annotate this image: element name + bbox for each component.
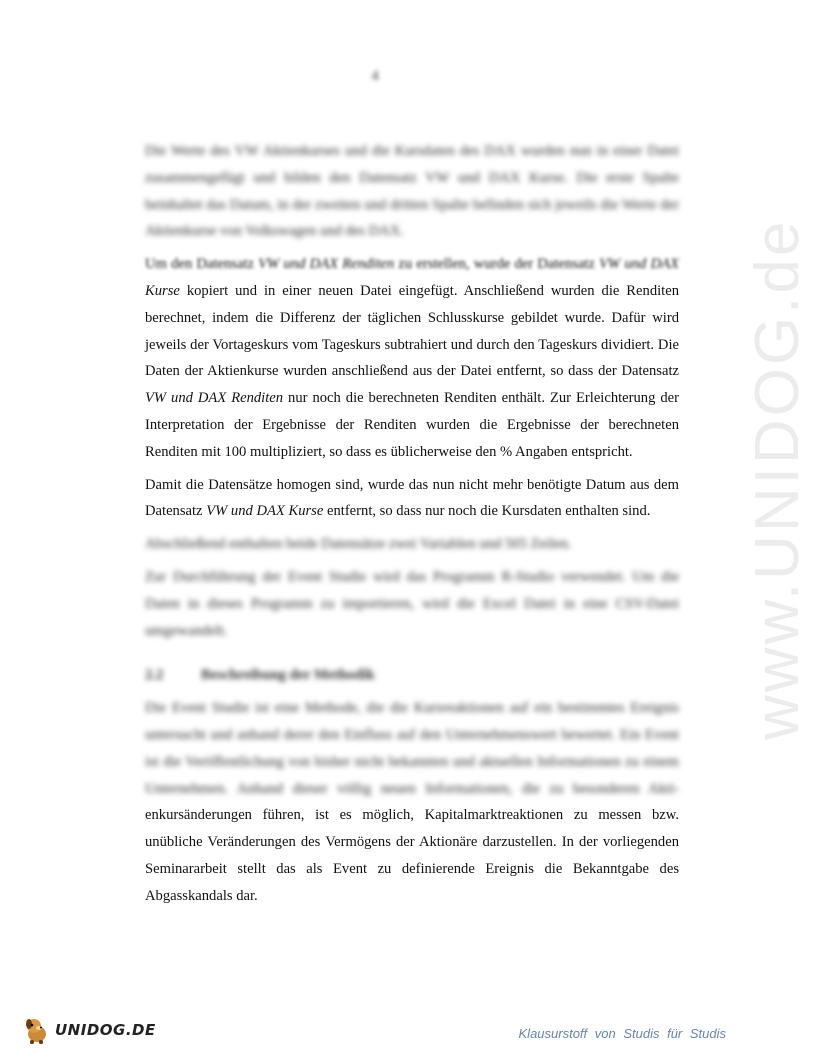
watermark: [672, 218, 812, 740]
paragraph-2: Um den Datensatz VW und DAX Renditen zu erstellen, wurde der Datensatz VW und DAX Kurse kopiert und in einer neuen Datei eingefügt. Anschließend wurden die Renditen berechnet, indem die Differenz der täglichen Schlusskurse gebildet wurde. Dafür wird jeweils der Vortageskurs vom Tageskurs subtrahiert und durch den Tageskurs dividiert. Die Daten der Aktienkurse wurden anschließend aus der Datei entfernt, so dass der Datensatz VW und DAX Renditen nur noch die berechneten Renditen enthält. Zur Erleichterung der Interpretation der Ergebnisse der Renditen wurden die Ergebnisse der berechneten Renditen mit 100 multipliziert, so dass es üblicherweise den % Angaben entspricht.: [145, 256, 679, 460]
paragraph-2-cut-line: Um den Datensatz VW und DAX Renditen zu erstellen, wurde der Datensatz VW und DAX: [145, 256, 679, 273]
watermark-text: www.UNIDOG.de: [743, 218, 812, 740]
document-body: [145, 138, 679, 916]
footer-brand: UNIDOG.DE: [55, 1021, 156, 1039]
paragraph-3: Damit die Datensätze homogen sind, wurde das nun nicht mehr benötigte Datum aus dem Datensatz VW und DAX Kurse entfernt, so dass nur noch die Kursdaten enthalten sind.: [145, 476, 679, 520]
section-title: Beschreibung der Methodik: [201, 667, 375, 684]
page-number: 4: [371, 68, 379, 84]
paragraph-6-blurred: Die Event Studie ist eine Methode, die die Kursreaktionen auf ein bestimmtes Ereignis untersucht und anhand derer den Einfluss auf den Unternehmenswert bewertet. Ein Event ist die Veröffentlichung von bisher nicht bekannten und aktuellen Informationen zu einem Unternehmen. Anhand dieser völlig neuen Informationen, die zu besonderen Akti-: [145, 700, 679, 797]
paragraph-4: Abschließend enthalten beide Datensätze zwei Variablen und 505 Zeilen.: [145, 536, 572, 553]
dog-icon: [22, 1015, 52, 1045]
paragraph-1: Die Werte des VW Aktienkurses und die Kursdaten des DAX wurden nun in einer Datei zusammengefügt und bilden den Datensatz VW und DAX Kurse. Die erste Spalte beinhaltet das Datum, in der zweiten und dritten Spalte befinden sich jeweils die Werte der Aktienkurse von Volkswagen und des DAX.: [145, 143, 679, 240]
paragraph-2-em-2: VW und DAX Renditen: [145, 390, 284, 407]
footer-slogan: Klausurstoff von Studis für Studis: [518, 1026, 726, 1041]
footer-logo: [22, 1015, 156, 1045]
paragraph-6-visible: enkursänderungen führen, ist es möglich, Kapitalmarktreaktionen zu messen bzw. unübliche Veränderungen des Vermögens der Aktionäre darzustellen. In der vorliegenden Seminararbeit stellt das als Event zu definierende Ereignis die Bekanntgabe des Abgasskandals dar.: [145, 807, 679, 904]
section-heading: [145, 662, 679, 689]
paragraph-2-em: Kurse: [145, 282, 180, 299]
section-number: 2.2: [145, 667, 164, 684]
paragraph-3-em: VW und DAX Kurse: [206, 503, 324, 520]
paragraph-6: [145, 695, 679, 909]
paragraph-5: Zur Durchführung der Event Studie wird das Programm R-Studio verwendet. Um die Daten in dieses Programm zu importieren, wird die Excel Datei in eine CSV-Datei umgewandelt.: [145, 568, 679, 639]
